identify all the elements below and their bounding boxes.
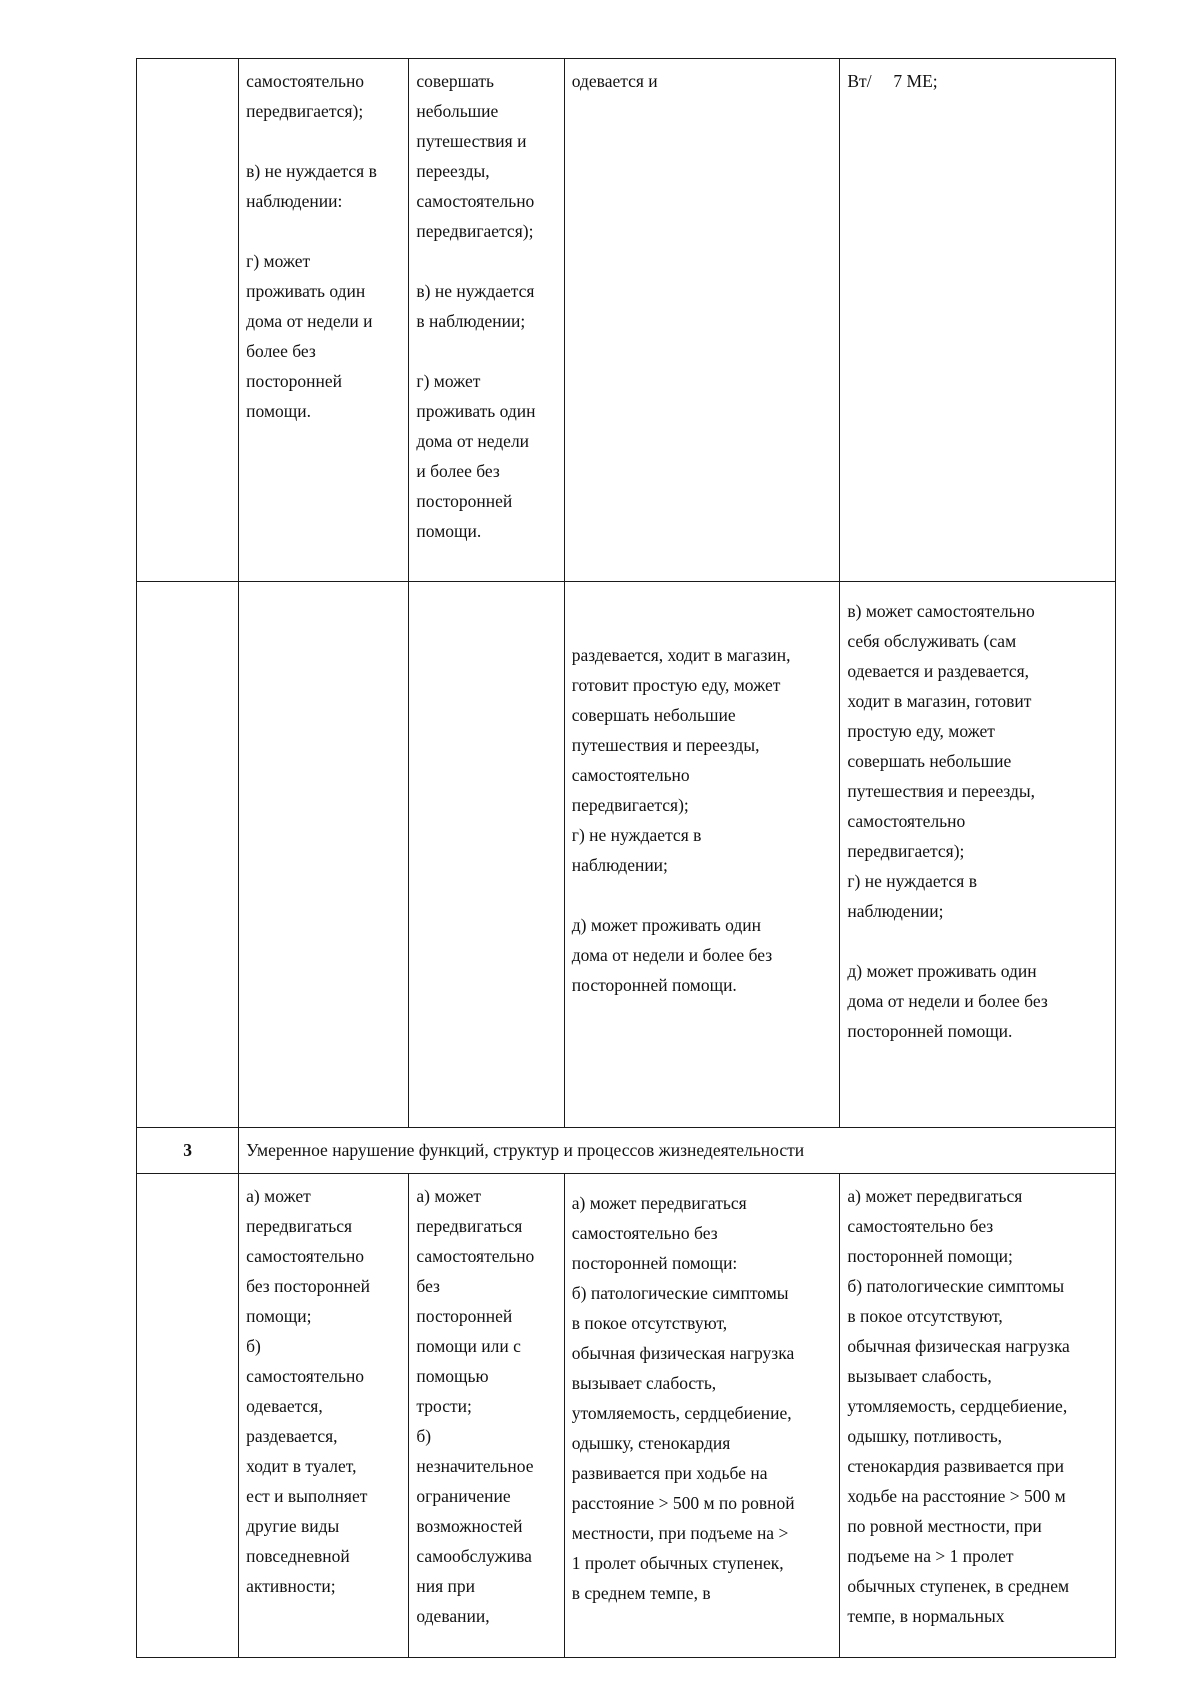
criteria-cell-col4 xyxy=(564,1174,840,1658)
criteria-text: г) может проживать один дома от недели и более без посторонней помощи. xyxy=(416,371,536,541)
row-number-cell xyxy=(137,582,239,1128)
row-number-cell xyxy=(137,59,239,582)
criteria-text: д) может проживать один дома от недели и более без посторонней помощи. xyxy=(571,915,773,995)
continued-row xyxy=(137,59,1116,582)
criteria-text: а) может передвигаться самостоятельно без посторонней помощи; б) патологические симптомы в покое отсутствуют, обычная физическая нагрузка вызывает слабость, утомляемость, сердцебиение, одышку, потливость, стенокардия развивается при ходьбе на расстояние > 500 м по ровной местности, при подъеме на > 1 пролет обычных ступенек, в среднем темпе, в нормальных xyxy=(847,1186,1070,1626)
criteria-text: совершать небольшие путешествия и переезды, самостоятельно передвигается); xyxy=(416,71,535,241)
criteria-text: в) может самостоятельно себя обслуживать (сам одевается и раздевается, ходит в магазин, готовит простую еду, может совершать небольшие путешествия и переезды, самостоятельно передвигается); г) не нуждается в наблюдении; xyxy=(847,601,1036,921)
empty-cell xyxy=(239,582,409,1128)
criteria-text: а) может передвигаться самостоятельно без посторонней помощи или с помощью трости; б) незначительное ограничение возможностей самообслужива ния при одевании, xyxy=(416,1186,535,1626)
criteria-text: одевается и xyxy=(571,71,658,91)
criteria-cell-col5 xyxy=(840,582,1116,1128)
continued-row-2 xyxy=(137,582,1116,1128)
assessment-table xyxy=(136,58,1116,1658)
criteria-text: самостоятельно передвигается); xyxy=(246,71,365,121)
criteria-cell-col5 xyxy=(840,1174,1116,1658)
criteria-text: в) не нуждается в наблюдении: xyxy=(246,161,377,211)
section-title: Умеренное нарушение функций, структур и процессов жизнедеятельности xyxy=(239,1128,1116,1174)
empty-cell xyxy=(409,582,564,1128)
level-3-criteria-row xyxy=(137,1174,1116,1658)
criteria-text: а) может передвигаться самостоятельно без посторонней помощи; б) самостоятельно одевается, раздевается, ходит в туалет, ест и выполняет другие виды повседневной активности; xyxy=(246,1186,370,1596)
section-number: 3 xyxy=(137,1128,239,1174)
criteria-text: раздевается, ходит в магазин, готовит простую еду, может совершать небольшие путешествия и переезды, самостоятельно передвигается); г) не нуждается в наблюдении; xyxy=(571,645,791,875)
criteria-cell-col2 xyxy=(239,59,409,582)
row-number-cell xyxy=(137,1174,239,1658)
criteria-text: в) не нуждается в наблюдении; xyxy=(416,281,535,331)
criteria-cell-col3 xyxy=(409,59,564,582)
criteria-cell-col4 xyxy=(564,59,840,582)
criteria-text: а) может передвигаться самостоятельно без посторонней помощи: б) патологические симптомы в покое отсутствуют, обычная физическая нагрузка вызывает слабость, утомляемость, сердцебиение, одышку, стенокардия развивается при ходьбе на расстояние > 500 м по ровной местности, при подъеме на > 1 пролет обычных ступенек, в среднем темпе, в xyxy=(571,1193,795,1603)
criteria-text: г) может проживать один дома от недели и более без посторонней помощи. xyxy=(246,251,373,421)
criteria-cell-col2 xyxy=(239,1174,409,1658)
criteria-text: Вт/ 7 МЕ; xyxy=(847,71,938,91)
section-header-row xyxy=(137,1128,1116,1174)
criteria-cell-col3 xyxy=(409,1174,564,1658)
criteria-cell-col4 xyxy=(564,582,840,1128)
criteria-text: д) может проживать один дома от недели и более без посторонней помощи. xyxy=(847,961,1048,1041)
criteria-cell-col5 xyxy=(840,59,1116,582)
